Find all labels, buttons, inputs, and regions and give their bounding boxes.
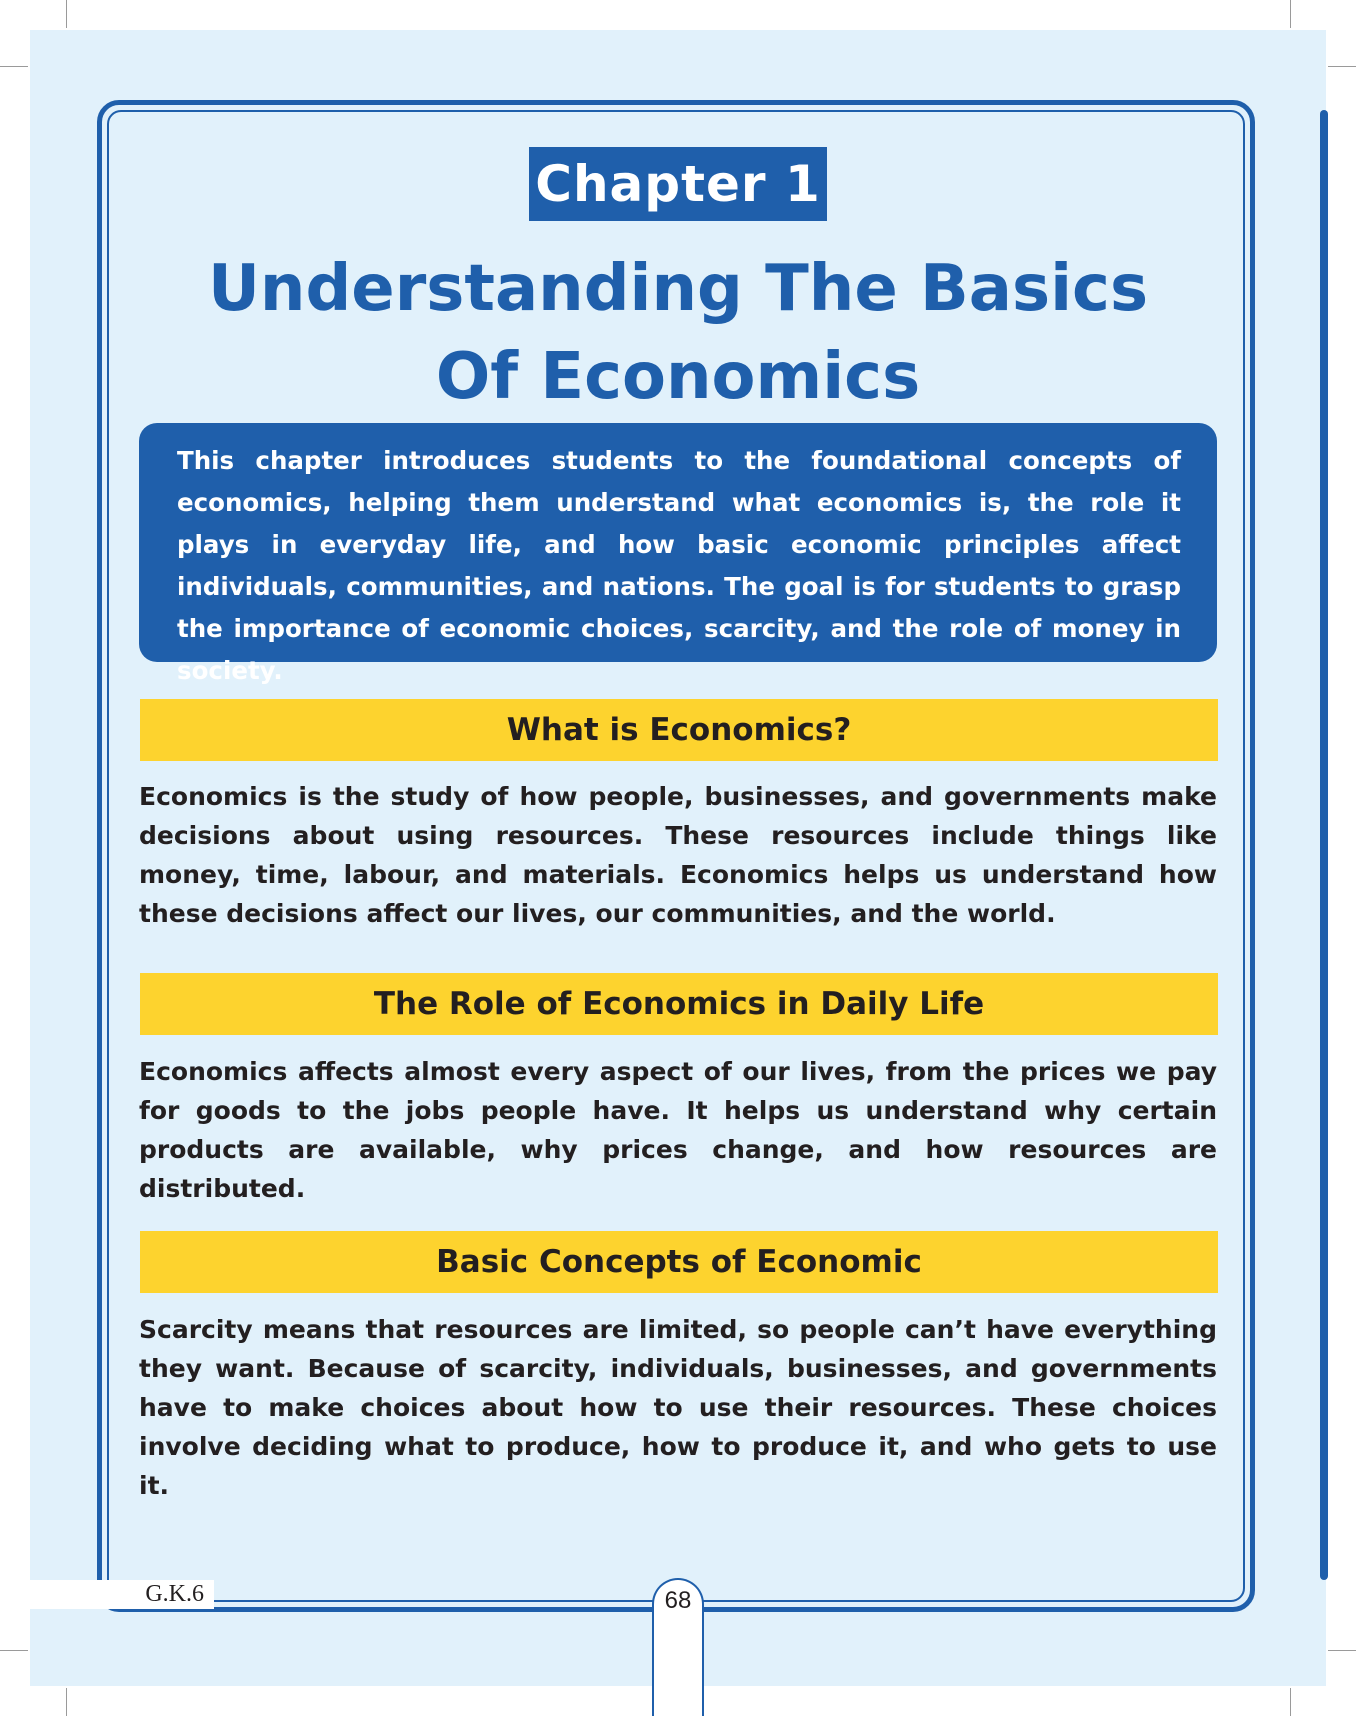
intro-text: This chapter introduces students to the foundational concepts of economics, helping them understand what economics is, the role it plays in everyday life, and how basic economic principles affect individuals, communities, and nations. The goal is for students to grasp the importance of economic choices, scarcity, and the role of money in society. — [177, 446, 1181, 685]
crop-mark — [1290, 1688, 1291, 1716]
crop-mark — [1328, 66, 1356, 67]
crop-mark — [0, 1650, 28, 1651]
chapter-title — [150, 245, 1206, 421]
section-heading-what-is-economics: What is Economics? — [140, 699, 1218, 761]
crop-mark — [66, 0, 67, 28]
page-edge-bar — [1320, 110, 1328, 1580]
section-body-what-is-economics: Economics is the study of how people, businesses, and governments make decisions about using resources. These resources include things like money, time, labour, and materials. Economics helps us understand how these decisions affect our lives, our communities, and the world. — [139, 782, 1217, 928]
chapter-title-line2: Of Economics — [435, 340, 921, 414]
section-heading-role-in-daily-life: The Role of Economics in Daily Life — [140, 973, 1218, 1035]
chapter-label: Chapter 1 — [529, 147, 827, 221]
crop-mark — [1290, 0, 1291, 28]
crop-mark — [66, 1688, 67, 1716]
intro-box — [139, 423, 1217, 685]
page-number: 68 — [664, 1587, 692, 1614]
book-label: G.K.6 — [0, 1580, 214, 1609]
section-heading-basic-concepts: Basic Concepts of Economic — [140, 1231, 1218, 1293]
section-body-basic-concepts: Scarcity means that resources are limited, so people can’t have everything they want. Because of scarcity, individuals, businesses, and governments have to make choices about how to use their resources. These choices involve deciding what to produce, how to produce it, and who gets to use it. — [139, 1315, 1217, 1500]
crop-mark — [0, 66, 28, 67]
chapter-title-line1: Understanding The Basics — [207, 252, 1149, 326]
crop-mark — [1328, 1650, 1356, 1651]
section-body-role-in-daily-life: Economics affects almost every aspect of our lives, from the prices we pay for goods to the jobs people have. It helps us understand why certain products are available, why prices change, and how resources are distributed. — [139, 1057, 1217, 1203]
